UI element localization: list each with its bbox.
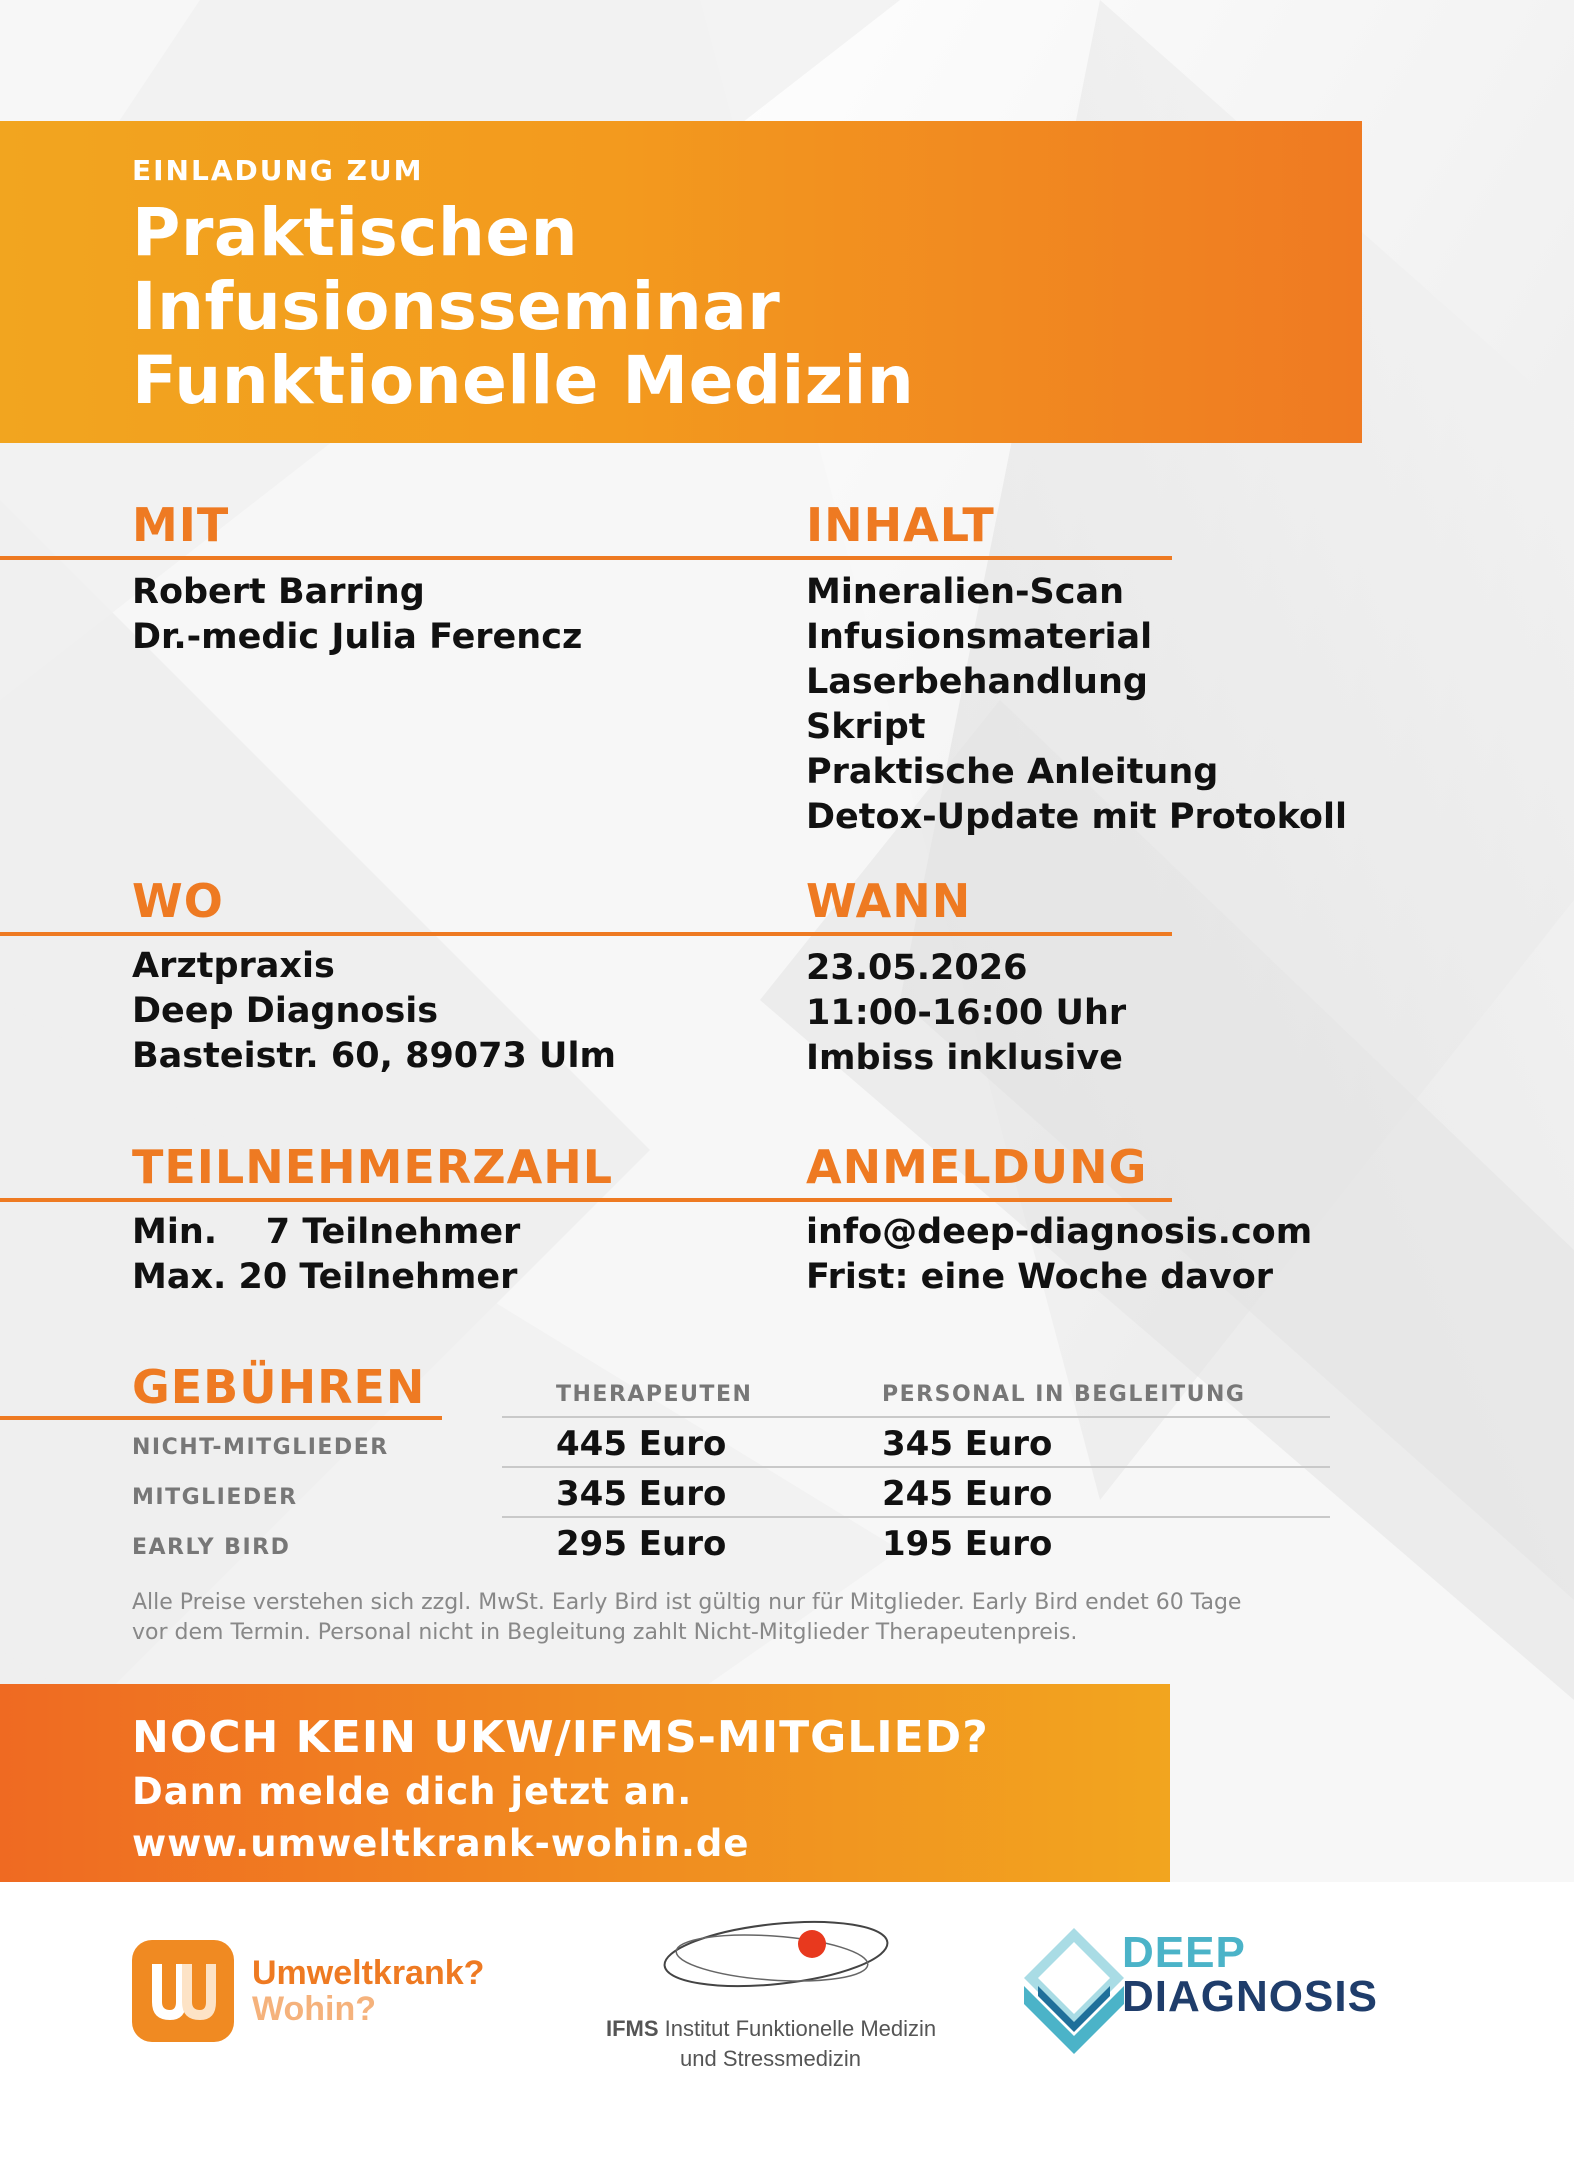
- content-item: Mineralien-Scan: [806, 572, 1125, 612]
- ifms-logo-icon: [656, 1910, 896, 2010]
- participant-max: Max. 20 Teilnehmer: [132, 1257, 518, 1297]
- title-line: Praktischen: [132, 194, 579, 271]
- speaker-name: Dr.-medic Julia Ferencz: [132, 617, 583, 657]
- section-body-anmeldung: [806, 1210, 1312, 1300]
- registration-deadline: Frist: eine Woche davor: [806, 1257, 1274, 1297]
- ifms-logo-line2: und Stressmedizin: [680, 2046, 861, 2071]
- fees-column-header: PERSONAL IN BEGLEITUNG: [882, 1382, 1246, 1407]
- table-rule: [502, 1416, 1330, 1418]
- section-heading-mit: MIT: [132, 498, 230, 552]
- section-heading-teilnehmer: TEILNEHMERZAHL: [132, 1140, 614, 1194]
- registration-email[interactable]: info@deep-diagnosis.com: [806, 1212, 1313, 1252]
- fees-footnote: [132, 1588, 1241, 1648]
- deep-diagnosis-logo-icon: [1024, 1928, 1124, 2058]
- table-rule: [502, 1466, 1330, 1468]
- umweltkrank-logo-icon: [132, 1940, 234, 2042]
- section-heading-wann: WANN: [806, 874, 972, 928]
- time-line: 11:00-16:00 Uhr: [806, 993, 1127, 1033]
- fee-value: 295 Euro: [556, 1524, 727, 1564]
- section-heading-inhalt: INHALT: [806, 498, 995, 552]
- eyebrow-text: EINLADUNG ZUM: [132, 154, 424, 187]
- umweltkrank-logo-line2: Wohin?: [252, 1990, 376, 2028]
- title-line: Infusionsseminar: [132, 268, 781, 345]
- fees-row-label: NICHT-MITGLIEDER: [132, 1435, 389, 1460]
- cta-title: NOCH KEIN UKW/IFMS-MITGLIED?: [132, 1712, 989, 1763]
- title-line: Funktionelle Medizin: [132, 342, 915, 419]
- deep-diagnosis-logo-line1: DEEP: [1122, 1928, 1246, 1977]
- fees-row-label: MITGLIEDER: [132, 1485, 298, 1510]
- section-divider: [0, 1416, 442, 1420]
- content-item: Laserbehandlung: [806, 662, 1148, 702]
- section-body-wann: [806, 946, 1126, 1081]
- ifms-logo-line1: [606, 2016, 936, 2042]
- fee-value: 345 Euro: [556, 1474, 727, 1514]
- section-divider: [0, 1198, 1172, 1202]
- participant-min: Min. 7 Teilnehmer: [132, 1212, 521, 1252]
- fees-row-label: EARLY BIRD: [132, 1535, 291, 1560]
- page-title: [132, 196, 914, 418]
- fee-value: 445 Euro: [556, 1424, 727, 1464]
- ifms-abbreviation: IFMS: [606, 2016, 659, 2041]
- section-divider: [0, 932, 1172, 936]
- content-item: Praktische Anleitung: [806, 752, 1219, 792]
- table-rule: [502, 1516, 1330, 1518]
- fee-value: 345 Euro: [882, 1424, 1053, 1464]
- content-item: Infusionsmaterial: [806, 617, 1153, 657]
- footnote-line: vor dem Termin. Personal nicht in Begleitung zahlt Nicht-Mitglieder Therapeutenpreis.: [132, 1620, 1078, 1645]
- section-heading-anmeldung: ANMELDUNG: [806, 1140, 1148, 1194]
- footnote-line: Alle Preise verstehen sich zzgl. MwSt. Early Bird ist gültig nur für Mitglieder. Early Bird endet 60 Tage: [132, 1590, 1242, 1615]
- section-body-teilnehmer: [132, 1210, 520, 1300]
- fee-value: 245 Euro: [882, 1474, 1053, 1514]
- content-item: Skript: [806, 707, 926, 747]
- ifms-name: Institut Funktionelle Medizin: [658, 2016, 937, 2041]
- content-item: Detox-Update mit Protokoll: [806, 797, 1347, 837]
- fees-column-header: THERAPEUTEN: [556, 1382, 753, 1407]
- section-body-mit: [132, 570, 582, 660]
- location-line: Deep Diagnosis: [132, 991, 439, 1031]
- catering-line: Imbiss inklusive: [806, 1038, 1123, 1078]
- location-line: Basteistr. 60, 89073 Ulm: [132, 1036, 616, 1076]
- section-heading-fees: GEBÜHREN: [132, 1360, 426, 1414]
- section-heading-wo: WO: [132, 874, 224, 928]
- deep-diagnosis-logo-line2: DIAGNOSIS: [1122, 1972, 1378, 2021]
- fee-value: 195 Euro: [882, 1524, 1053, 1564]
- section-body-wo: [132, 944, 616, 1079]
- location-line: Arztpraxis: [132, 946, 335, 986]
- section-body-inhalt: [806, 570, 1347, 840]
- speaker-name: Robert Barring: [132, 572, 425, 612]
- section-divider: [0, 556, 1172, 560]
- cta-link[interactable]: www.umweltkrank-wohin.de: [132, 1822, 750, 1865]
- umweltkrank-logo-line1: Umweltkrank?: [252, 1954, 485, 1992]
- cta-text: Dann melde dich jetzt an.: [132, 1770, 693, 1813]
- date-line: 23.05.2026: [806, 948, 1028, 988]
